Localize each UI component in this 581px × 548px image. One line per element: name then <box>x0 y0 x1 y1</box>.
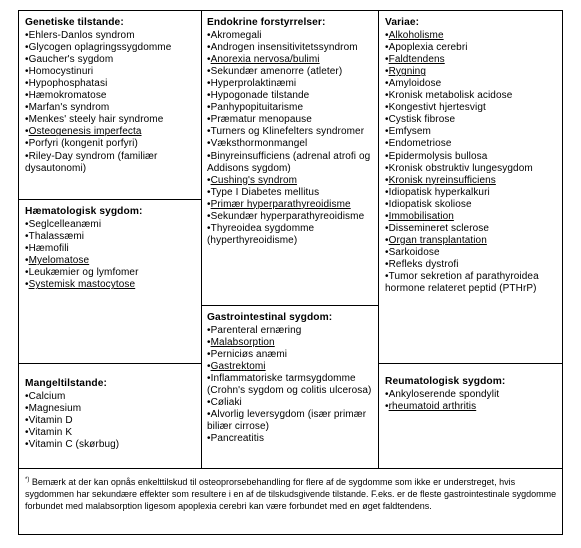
condition-text: Endometriose <box>388 138 452 150</box>
condition-list <box>385 30 561 295</box>
condition-item <box>207 66 377 78</box>
condition-text: Riley-Day syndrom (familiær dysautonomi) <box>25 150 158 174</box>
condition-item <box>385 401 561 413</box>
condition-item <box>385 126 561 138</box>
section-endocrine <box>207 17 377 247</box>
condition-item <box>385 102 561 114</box>
row-divider-middle <box>201 305 378 306</box>
condition-item <box>385 138 561 150</box>
condition-item <box>25 138 199 150</box>
condition-item <box>207 151 377 175</box>
condition-text: Cushing's syndrom <box>210 174 298 186</box>
bullet-icon: • <box>25 30 29 42</box>
condition-text: Rygning <box>388 66 426 78</box>
bullet-icon: • <box>207 42 211 54</box>
condition-text: Kongestivt hjertesvigt <box>388 102 486 114</box>
condition-item <box>25 403 199 415</box>
condition-item <box>207 42 377 54</box>
bullet-icon: • <box>385 389 389 401</box>
bullet-icon: • <box>207 325 211 337</box>
condition-item <box>207 30 377 42</box>
condition-text: Parenteral ernæring <box>210 325 302 337</box>
bullet-icon: • <box>207 66 211 78</box>
condition-item <box>25 279 199 291</box>
condition-text: Kronisk nyreinsufficiens <box>388 174 496 186</box>
condition-text: Pancreatitis <box>210 433 265 445</box>
condition-item <box>25 231 199 243</box>
section-title: Variae: <box>385 17 420 28</box>
bullet-icon: • <box>385 234 389 246</box>
condition-item <box>25 439 199 451</box>
condition-item <box>25 66 199 78</box>
condition-text: Epidermolysis bullosa <box>388 150 488 162</box>
bullet-icon: • <box>385 401 389 413</box>
condition-text: Vitamin C (skørbug) <box>28 439 120 451</box>
condition-text: Faldtendens <box>388 54 445 66</box>
condition-item <box>25 415 199 427</box>
condition-text: Type I Diabetes mellitus <box>210 186 320 198</box>
condition-item <box>385 389 561 401</box>
condition-text: Menkes' steely hair syndrome <box>28 114 164 126</box>
bullet-icon: • <box>385 258 389 270</box>
bullet-icon: • <box>207 373 211 385</box>
bullet-icon: • <box>25 150 29 162</box>
condition-item <box>25 54 199 66</box>
condition-text: Immobilisation <box>388 210 454 222</box>
bullet-icon: • <box>385 162 389 174</box>
bullet-icon: • <box>385 138 389 150</box>
bullet-icon: • <box>25 427 29 439</box>
bullet-icon: • <box>25 90 29 102</box>
bullet-icon: • <box>385 210 389 222</box>
bullet-icon: • <box>207 138 211 150</box>
bullet-icon: • <box>207 409 211 421</box>
condition-text: Cystisk fibrose <box>388 114 456 126</box>
bullet-icon: • <box>385 126 389 138</box>
condition-text: Hyperprolaktinæmi <box>210 78 297 90</box>
condition-item <box>385 42 561 54</box>
condition-text: Sarkoidose <box>388 246 440 258</box>
condition-item <box>385 30 561 42</box>
bullet-icon: • <box>207 54 211 66</box>
condition-item <box>207 126 377 138</box>
bullet-icon: • <box>25 243 29 255</box>
condition-item <box>385 223 561 235</box>
section-various <box>385 17 561 295</box>
bullet-icon: • <box>207 30 211 42</box>
condition-text: Kronisk metabolisk acidose <box>388 90 513 102</box>
condition-text: Glycogen oplagringssygdomme <box>28 42 172 54</box>
condition-item <box>207 361 377 373</box>
condition-text: Hæmokromatose <box>28 90 107 102</box>
condition-text: Primær hyperparathyreoidisme <box>210 198 351 210</box>
condition-text: Inflammatoriske tarmsygdomme (Crohn's sygdom og colitis ulcerosa) <box>207 373 372 397</box>
condition-text: Amyloidose <box>388 78 442 90</box>
condition-text: Systemisk mastocytose <box>28 279 136 291</box>
condition-text: Dissemineret sclerose <box>388 222 490 234</box>
condition-text: Vitamin K <box>28 427 73 439</box>
condition-text: rheumatoid arthritis <box>388 401 477 413</box>
condition-item <box>385 211 561 223</box>
bullet-icon: • <box>385 174 389 186</box>
bullet-icon: • <box>25 415 29 427</box>
bullet-icon: • <box>385 42 389 54</box>
bullet-icon: • <box>207 349 211 361</box>
condition-text: Vitamin D <box>28 415 73 427</box>
footnote-divider <box>19 468 562 469</box>
condition-item <box>207 175 377 187</box>
bullet-icon: • <box>25 78 29 90</box>
row-divider-left-2 <box>19 363 201 364</box>
bullet-icon: • <box>385 90 389 102</box>
section-gastro <box>207 312 377 446</box>
bullet-icon: • <box>207 397 211 409</box>
condition-item <box>385 66 561 78</box>
bullet-icon: • <box>25 439 29 451</box>
bullet-icon: • <box>207 222 211 234</box>
section-deficiency <box>25 378 199 451</box>
condition-list <box>207 30 377 247</box>
bullet-icon: • <box>25 42 29 54</box>
condition-text: Gastrektomi <box>210 361 266 373</box>
condition-text: Alkoholisme <box>388 30 444 42</box>
condition-item <box>207 199 377 211</box>
condition-item <box>385 259 561 271</box>
condition-item <box>207 433 377 445</box>
condition-item <box>385 187 561 199</box>
condition-text: Thyreoidea sygdomme (hyperthyreoidisme) <box>207 222 315 246</box>
bullet-icon: • <box>207 174 211 186</box>
condition-item <box>207 337 377 349</box>
condition-text: Kronisk obstruktiv lungesygdom <box>388 162 533 174</box>
condition-item <box>207 373 377 397</box>
bullet-icon: • <box>25 138 29 150</box>
bullet-icon: • <box>385 270 389 282</box>
condition-item <box>207 397 377 409</box>
condition-item <box>385 199 561 211</box>
bullet-icon: • <box>207 78 211 90</box>
bullet-icon: • <box>25 255 29 267</box>
section-title: Reumatologisk sygdom: <box>385 376 506 387</box>
condition-item <box>25 42 199 54</box>
bullet-icon: • <box>385 30 389 42</box>
condition-text: Tumor sekretion af parathyroidea hormone relateret peptid (PTHrP) <box>385 270 539 295</box>
condition-text: Malabsorption <box>210 337 275 349</box>
bullet-icon: • <box>207 102 211 114</box>
bullet-icon: • <box>25 102 29 114</box>
condition-item <box>207 138 377 150</box>
section-hematologic <box>25 206 199 291</box>
condition-text: Sekundær hyperparathyreoidisme <box>210 210 365 222</box>
condition-text: Panhypopituitarisme <box>210 102 304 114</box>
bullet-icon: • <box>207 210 211 222</box>
bullet-icon: • <box>385 114 389 126</box>
condition-item <box>25 78 199 90</box>
condition-text: Osteogenesis imperfecta <box>28 126 142 138</box>
condition-item <box>25 391 199 403</box>
condition-text: Seglcelleanæmi <box>28 219 102 231</box>
bullet-icon: • <box>207 337 211 349</box>
condition-text: Androgen insensitivitetssyndrom <box>210 42 358 54</box>
condition-item <box>385 235 561 247</box>
bullet-icon: • <box>207 90 211 102</box>
bullet-icon: • <box>385 222 389 234</box>
bullet-icon: • <box>25 219 29 231</box>
condition-item <box>25 90 199 102</box>
condition-text: Binyreinsufficiens (adrenal atrofi og Addisons sygdom) <box>207 150 371 174</box>
condition-item <box>385 78 561 90</box>
bullet-icon: • <box>207 126 211 138</box>
condition-item <box>207 114 377 126</box>
section-title: Gastrointestinal sygdom: <box>207 312 333 323</box>
condition-list <box>207 325 377 445</box>
condition-item <box>385 163 561 175</box>
condition-text: Leukæmier og lymfomer <box>28 267 139 279</box>
section-rheumatologic <box>385 376 561 413</box>
condition-text: Akromegali <box>210 30 262 42</box>
condition-text: Gaucher's sygdom <box>28 54 114 66</box>
condition-item <box>25 255 199 267</box>
condition-item <box>385 247 561 259</box>
condition-item <box>207 223 377 247</box>
condition-item <box>207 102 377 114</box>
row-divider-left-1 <box>19 199 201 200</box>
section-title: Hæmatologisk sygdom: <box>25 206 143 217</box>
condition-text: Hypophosphatasi <box>28 78 108 90</box>
condition-list <box>25 391 199 451</box>
condition-text: Ehlers-Danlos syndrom <box>28 30 135 42</box>
bullet-icon: • <box>25 279 29 291</box>
condition-text: Sekundær amenorre (atleter) <box>210 66 343 78</box>
condition-item <box>25 126 199 138</box>
bullet-icon: • <box>385 102 389 114</box>
bullet-icon: • <box>385 78 389 90</box>
condition-text: Emfysem <box>388 126 431 138</box>
condition-text: Calcium <box>28 391 66 403</box>
condition-text: Thalassæmi <box>28 231 85 243</box>
condition-text: Refleks dystrofi <box>388 258 459 270</box>
condition-item <box>385 151 561 163</box>
bullet-icon: • <box>25 403 29 415</box>
bullet-icon: • <box>207 150 211 162</box>
condition-item <box>385 175 561 187</box>
section-title: Genetiske tilstande: <box>25 17 124 28</box>
condition-text: Porfyri (kongenit porfyri) <box>28 138 138 150</box>
condition-text: Hypogonade tilstande <box>210 90 310 102</box>
condition-text: Myelomatose <box>28 255 90 267</box>
condition-item <box>207 78 377 90</box>
condition-item <box>385 114 561 126</box>
condition-item <box>25 219 199 231</box>
condition-text: Magnesium <box>28 403 82 415</box>
bullet-icon: • <box>385 150 389 162</box>
condition-item <box>25 151 199 175</box>
condition-item <box>25 267 199 279</box>
condition-list <box>25 30 199 175</box>
condition-item <box>25 102 199 114</box>
condition-text: Ankyloserende spondylit <box>388 389 500 401</box>
footnote-text: Bemærk at der kan opnås enkelttilskud til osteoprorsebehandling for flere af de sygdomme som ikke er understreget, hvis sygdommen har sekundære effekter som resultere i en af de tilskudsgivende tilstande. F.eks. er de fleste gastrointestinale sygdomme forbundet med malabsorption ligesom apoplexia cerebri kan være forbundet med en øget faldtendens. <box>25 477 557 511</box>
row-divider-right <box>378 363 563 364</box>
condition-item <box>25 243 199 255</box>
condition-text: Cøliaki <box>210 397 242 409</box>
bullet-icon: • <box>207 361 211 373</box>
condition-text: Marfan's syndrom <box>28 102 110 114</box>
condition-item <box>25 427 199 439</box>
bullet-icon: • <box>207 114 211 126</box>
condition-item <box>25 30 199 42</box>
condition-text: Perniciøs anæmi <box>210 349 288 361</box>
condition-item <box>207 90 377 102</box>
bullet-icon: • <box>25 267 29 279</box>
bullet-icon: • <box>25 126 29 138</box>
condition-text: Væksthormonmangel <box>210 138 308 150</box>
section-title: Mangeltilstande: <box>25 378 107 389</box>
condition-text: Turners og Klinefelters syndromer <box>210 126 365 138</box>
condition-text: Idiopatisk skoliose <box>388 198 472 210</box>
condition-item <box>207 349 377 361</box>
bullet-icon: • <box>385 198 389 210</box>
condition-text: Præmatur menopause <box>210 114 312 126</box>
condition-item <box>207 187 377 199</box>
condition-item <box>207 325 377 337</box>
bullet-icon: • <box>25 54 29 66</box>
condition-item <box>385 271 561 295</box>
condition-text: Apoplexia cerebri <box>388 42 468 54</box>
condition-text: Anorexia nervosa/bulimi <box>210 54 320 66</box>
condition-list <box>385 389 561 413</box>
section-title: Endokrine forstyrrelser: <box>207 17 326 28</box>
condition-text: Hæmofili <box>28 243 69 255</box>
footnote-mark: *) <box>25 477 30 483</box>
bullet-icon: • <box>25 114 29 126</box>
bullet-icon: • <box>25 66 29 78</box>
bullet-icon: • <box>25 231 29 243</box>
condition-item <box>207 54 377 66</box>
condition-list <box>25 219 199 291</box>
bullet-icon: • <box>385 66 389 78</box>
condition-item <box>207 409 377 433</box>
bullet-icon: • <box>207 186 211 198</box>
column-divider-1 <box>201 11 202 468</box>
condition-text: Homocystinuri <box>28 66 94 78</box>
condition-text: Alvorlig leversygdom (især primær biliær cirrose) <box>207 409 367 433</box>
footnote <box>25 476 560 512</box>
bullet-icon: • <box>25 391 29 403</box>
column-divider-2 <box>378 11 379 468</box>
disease-table <box>18 10 563 535</box>
bullet-icon: • <box>207 433 211 445</box>
condition-item <box>207 211 377 223</box>
bullet-icon: • <box>385 246 389 258</box>
condition-text: Idiopatisk hyperkalkuri <box>388 186 490 198</box>
bullet-icon: • <box>385 54 389 66</box>
condition-item <box>25 114 199 126</box>
condition-text: Organ transplantation <box>388 234 487 246</box>
condition-item <box>385 54 561 66</box>
bullet-icon: • <box>207 198 211 210</box>
bullet-icon: • <box>385 186 389 198</box>
section-genetic <box>25 17 199 175</box>
condition-item <box>385 90 561 102</box>
